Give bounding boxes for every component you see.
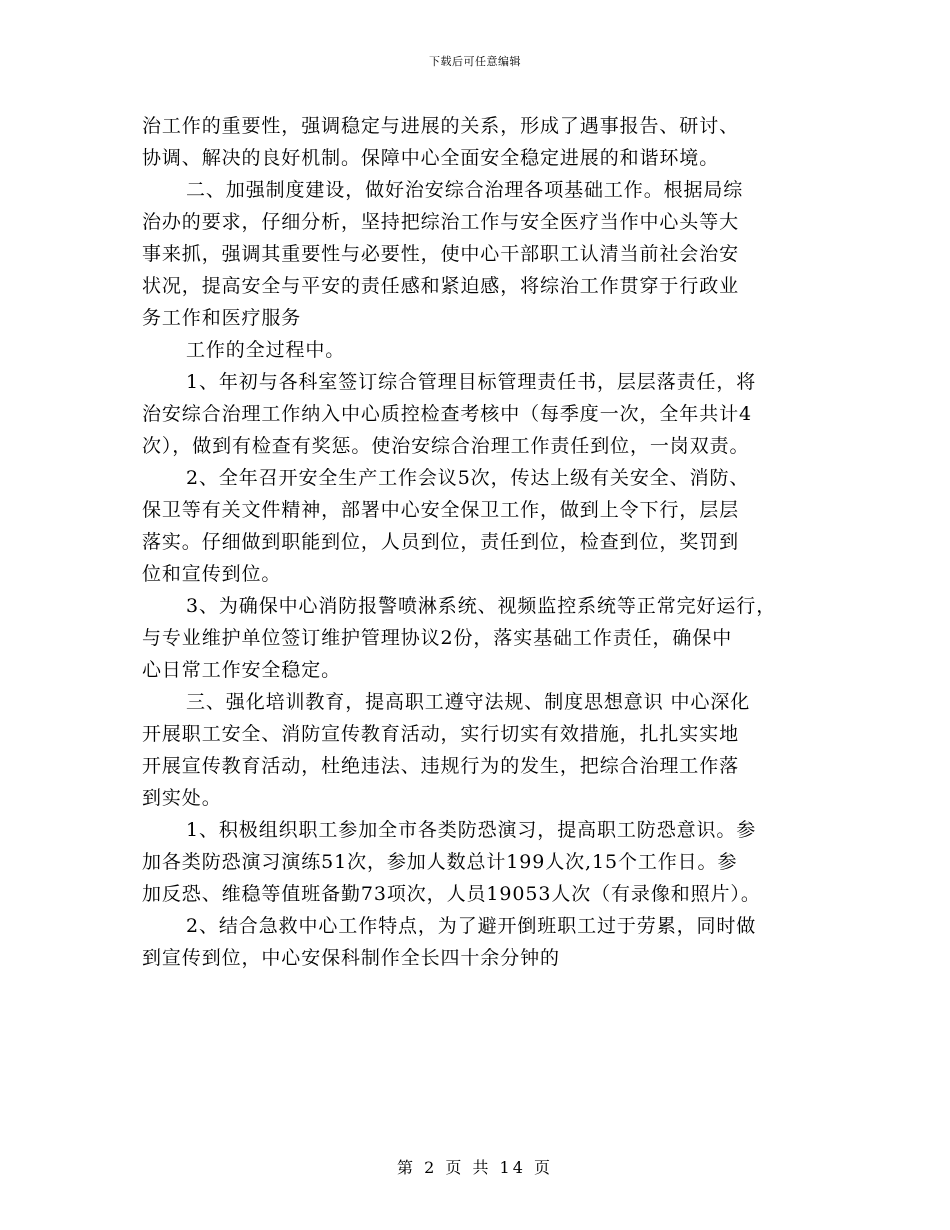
text-line: 次），做到有检查有奖惩。使治安综合治理工作责任到位，一岗双责。 <box>142 435 750 457</box>
paragraph <box>142 814 814 910</box>
text-line: 3、为确保中心消防报警喷淋系统、视频监控系统等正常完好运行， <box>186 595 777 617</box>
text-line: 心日常工作安全稳定。 <box>142 659 342 681</box>
paragraph <box>142 366 814 462</box>
text-line: 位和宣传到位。 <box>142 563 282 585</box>
text-line: 1、积极组织职工参加全市各类防恐演习，提高职工防恐意识。参 <box>186 819 757 841</box>
text-line: 治办的要求，仔细分析，坚持把综治工作与安全医疗当作中心头等大 <box>142 211 740 233</box>
paragraph <box>142 110 814 174</box>
text-line: 1、年初与各科室签订综合管理目标管理责任书，层层落责任，将 <box>186 371 757 393</box>
text-line: 开展宣传教育活动，杜绝违法、违规行为的发生，把综合治理工作落 <box>142 755 740 777</box>
text-line: 加反恐、维稳等值班备勤73项次，人员19053人次（有录像和照片）。 <box>142 883 761 905</box>
text-line: 2、全年召开安全生产工作会议5次，传达上级有关安全、消防、 <box>186 467 750 489</box>
text-line: 开展职工安全、消防宣传教育活动，实行切实有效措施，扎扎实实地 <box>142 723 740 745</box>
page-header: 下载后可任意编辑 <box>429 55 521 68</box>
text-line: 保卫等有关文件精神，部署中心安全保卫工作，做到上令下行，层层 <box>142 499 740 521</box>
text-line: 事来抓，强调其重要性与必要性，使中心干部职工认清当前社会治安 <box>142 243 740 265</box>
text-line: 加各类防恐演习演练51次，参加人数总计199人次,15个工作日。参 <box>142 851 738 873</box>
page-footer: 第 2 页 共 14 页 <box>397 1158 553 1177</box>
paragraph <box>142 910 814 974</box>
text-line: 与专业维护单位签订维护管理协议2份，落实基础工作责任，确保中 <box>142 627 733 649</box>
document-body <box>142 110 814 974</box>
text-line: 三、强化培训教育，提高职工遵守法规、制度思想意识 中心深化 <box>186 691 751 713</box>
paragraph <box>142 334 814 366</box>
text-line: 落实。仔细做到职能到位，人员到位，责任到位，检查到位，奖罚到 <box>142 531 740 553</box>
text-line: 到宣传到位，中心安保科制作全长四十余分钟的 <box>142 947 560 969</box>
paragraph <box>142 462 814 590</box>
text-line: 状况，提高安全与平安的责任感和紧迫感，将综治工作贯穿于行政业 <box>142 275 740 297</box>
text-line: 工作的全过程中。 <box>186 339 346 361</box>
text-line: 二、加强制度建设，做好治安综合治理各项基础工作。根据局综 <box>186 179 744 201</box>
text-line: 治工作的重要性，强调稳定与进展的关系，形成了遇事报告、研讨、 <box>142 115 740 137</box>
text-line: 务工作和医疗服务 <box>142 307 302 329</box>
paragraph <box>142 590 814 686</box>
paragraph <box>142 686 814 814</box>
text-line: 2、结合急救中心工作特点，为了避开倒班职工过于劳累，同时做 <box>186 915 757 937</box>
text-line: 到实处。 <box>142 787 222 809</box>
paragraph <box>142 174 814 334</box>
text-line: 治安综合治理工作纳入中心质控检查考核中（每季度一次，全年共计4 <box>142 403 752 425</box>
text-line: 协调、解决的良好机制。保障中心全面安全稳定进展的和谐环境。 <box>142 147 720 169</box>
